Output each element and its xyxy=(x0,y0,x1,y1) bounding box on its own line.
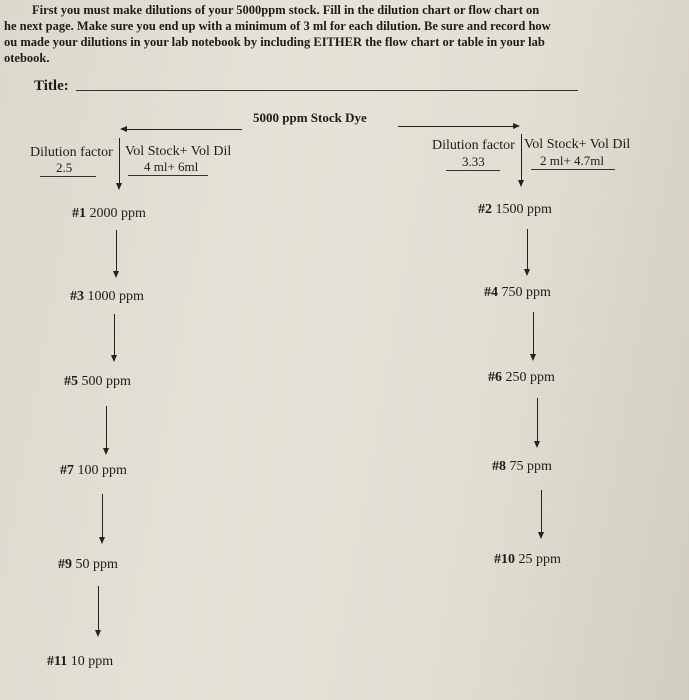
left-arrow-5-head xyxy=(95,630,101,637)
right-node-3 xyxy=(488,370,555,386)
right-arrow-3-head xyxy=(534,441,540,448)
right-arrow-3-line xyxy=(537,398,538,442)
stock-label: 5000 ppm Stock Dye xyxy=(253,110,367,125)
left-arrow-1-head xyxy=(113,271,119,278)
right-arrow-2-line xyxy=(533,312,534,355)
instructions-line-1: First you must make dilutions of your 5000ppm stock. Fill in the dilution chart or flow chart on xyxy=(32,3,540,17)
right-node-5-number: #10 xyxy=(494,552,515,567)
title-label: Title: xyxy=(34,78,69,94)
left-node-1-number: #1 xyxy=(72,206,86,221)
left-node-2-number: #3 xyxy=(70,289,84,304)
left-node-2-conc: 1000 ppm xyxy=(87,289,144,304)
right-node-4-number: #8 xyxy=(492,459,506,474)
right-node-2-conc: 750 ppm xyxy=(501,285,551,300)
instructions-line-4: otebook. xyxy=(4,51,50,65)
left-dilution-factor-value: 2.5 xyxy=(40,160,96,177)
left-node-5-conc: 50 ppm xyxy=(75,557,118,572)
right-header-arrow-head xyxy=(518,180,524,187)
right-arrow-2-head xyxy=(530,354,536,361)
left-node-3 xyxy=(64,374,131,390)
left-node-4-number: #7 xyxy=(60,463,74,478)
right-node-2-number: #4 xyxy=(484,285,498,300)
stock-left-arrow-line xyxy=(126,129,242,130)
instructions xyxy=(4,2,551,66)
right-arrow-4-head xyxy=(538,532,544,539)
instructions-line-2: he next page. Make sure you end up with a minimum of 3 ml for each dilution. Be sure and record how xyxy=(4,19,551,33)
left-dilution-factor-label: Dilution factor xyxy=(30,145,113,160)
right-dilution-factor-value: 3.33 xyxy=(446,154,500,171)
left-node-3-conc: 500 ppm xyxy=(81,374,131,389)
left-node-2 xyxy=(70,289,144,305)
left-arrow-3-head xyxy=(103,448,109,455)
left-node-4 xyxy=(60,463,127,479)
right-node-3-conc: 250 ppm xyxy=(505,370,555,385)
left-node-1 xyxy=(72,206,146,222)
left-node-3-number: #5 xyxy=(64,374,78,389)
right-node-1-conc: 1500 ppm xyxy=(495,202,552,217)
left-node-6-number: #11 xyxy=(47,654,68,669)
left-arrow-2-head xyxy=(111,355,117,362)
right-arrow-1-line xyxy=(527,229,528,270)
right-volume-value: 2 ml+ 4.7ml xyxy=(531,153,615,170)
right-node-2 xyxy=(484,285,551,301)
right-node-3-number: #6 xyxy=(488,370,502,385)
left-arrow-2-line xyxy=(114,314,115,356)
right-header-arrow-line xyxy=(521,134,522,181)
right-node-1 xyxy=(478,202,552,218)
right-node-5 xyxy=(494,552,561,568)
left-arrow-3-line xyxy=(106,406,107,449)
right-arrow-4-line xyxy=(541,490,542,533)
left-header-arrow-line xyxy=(119,138,120,184)
right-volume-label: Vol Stock+ Vol Dil xyxy=(524,137,631,152)
left-volume-label: Vol Stock+ Vol Dil xyxy=(125,144,232,159)
left-arrow-5-line xyxy=(98,586,99,631)
left-arrow-4-head xyxy=(99,537,105,544)
left-node-6 xyxy=(47,654,113,670)
right-node-4-conc: 75 ppm xyxy=(509,459,552,474)
left-arrow-4-line xyxy=(102,494,103,538)
title-blank-line[interactable] xyxy=(76,90,578,91)
right-node-1-number: #2 xyxy=(478,202,492,217)
left-arrow-1-line xyxy=(116,230,117,272)
left-node-1-conc: 2000 ppm xyxy=(89,206,146,221)
left-header-arrow-head xyxy=(116,183,122,190)
stock-right-arrow-line xyxy=(398,126,514,127)
right-arrow-1-head xyxy=(524,269,530,276)
left-node-6-conc: 10 ppm xyxy=(70,654,114,669)
right-node-5-conc: 25 ppm xyxy=(518,552,561,567)
left-volume-value: 4 ml+ 6ml xyxy=(128,159,208,176)
right-node-4 xyxy=(492,459,552,475)
left-node-4-conc: 100 ppm xyxy=(77,463,127,478)
right-dilution-factor-label: Dilution factor xyxy=(432,138,515,153)
stock-right-arrow-head xyxy=(513,123,520,129)
left-node-5-number: #9 xyxy=(58,557,72,572)
instructions-line-3: ou made your dilutions in your lab notebook by including EITHER the flow chart or table in your lab xyxy=(4,35,545,49)
stock-left-arrow-head xyxy=(120,126,127,132)
left-node-5 xyxy=(58,557,118,573)
